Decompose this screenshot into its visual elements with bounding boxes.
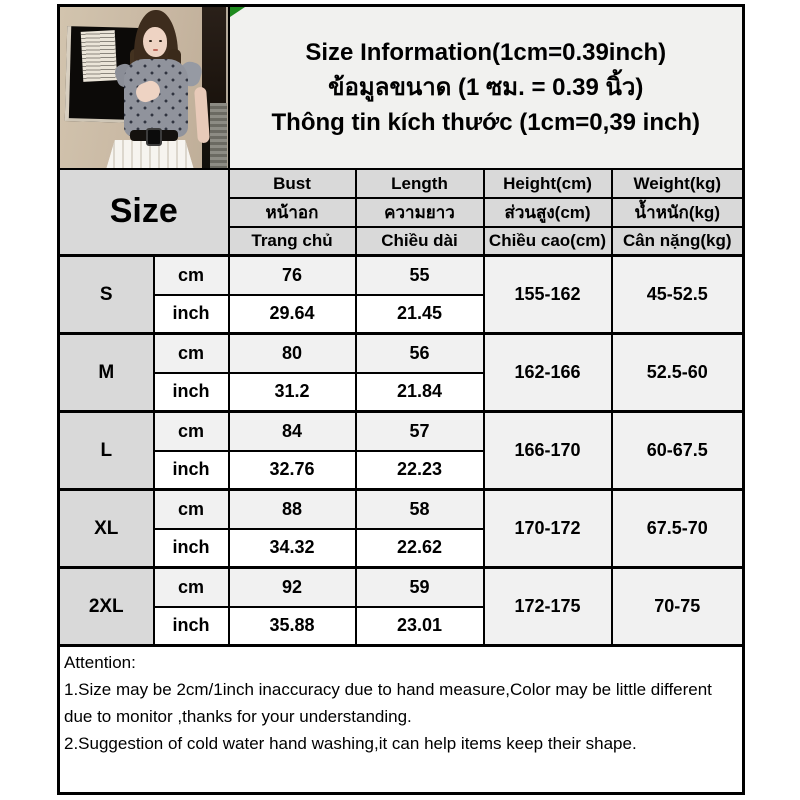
product-photo [59, 6, 229, 169]
2xl-bust-inch: 35.88 [229, 607, 356, 646]
2xl-length-inch: 23.01 [356, 607, 484, 646]
photo-blinds [210, 103, 227, 169]
s-bust-cm: 76 [229, 256, 356, 295]
size-label-m: M [59, 334, 154, 412]
s-length-inch: 21.45 [356, 295, 484, 334]
photo-note-paper [81, 30, 118, 82]
xl-length-inch: 22.62 [356, 529, 484, 568]
header-bust-en: Bust [229, 169, 356, 198]
attention-line-2: 2.Suggestion of cold water hand washing,it can help items keep their shape. [64, 734, 637, 753]
photo-model-eye-right [159, 40, 162, 42]
s-length-cm: 55 [356, 256, 484, 295]
xl-height-range: 170-172 [484, 490, 612, 568]
2xl-bust-cm: 92 [229, 568, 356, 607]
xl-bust-cm: 88 [229, 490, 356, 529]
m-height-range: 162-166 [484, 334, 612, 412]
unit-cm: cm [154, 334, 229, 373]
unit-inch: inch [154, 373, 229, 412]
size-label-l: L [59, 412, 154, 490]
header-length-vi: Chiều dài [356, 227, 484, 256]
l-length-cm: 57 [356, 412, 484, 451]
header-weight-vi: Cân nặng(kg) [612, 227, 744, 256]
header-bust-th: หน้าอก [229, 198, 356, 227]
unit-cm: cm [154, 568, 229, 607]
header-height-vi: Chiều cao(cm) [484, 227, 612, 256]
unit-cm: cm [154, 256, 229, 295]
2xl-weight-range: 70-75 [612, 568, 744, 646]
unit-inch: inch [154, 451, 229, 490]
xl-length-cm: 58 [356, 490, 484, 529]
2xl-height-range: 172-175 [484, 568, 612, 646]
comment-marker-icon [230, 7, 245, 17]
s-bust-inch: 29.64 [229, 295, 356, 334]
photo-belt-buckle [146, 128, 162, 146]
size-table [57, 4, 745, 795]
attention-title: Attention: [64, 653, 136, 672]
l-height-range: 166-170 [484, 412, 612, 490]
l-bust-inch: 32.76 [229, 451, 356, 490]
photo-model-face [143, 27, 167, 57]
l-bust-cm: 84 [229, 412, 356, 451]
title-thai: ข้อมูลขนาด (1 ซม. = 0.39 นิ้ว) [328, 73, 644, 101]
header-weight-en: Weight(kg) [612, 169, 744, 198]
xl-bust-inch: 34.32 [229, 529, 356, 568]
m-weight-range: 52.5-60 [612, 334, 744, 412]
unit-cm: cm [154, 412, 229, 451]
unit-inch: inch [154, 295, 229, 334]
m-length-cm: 56 [356, 334, 484, 373]
header-height-en: Height(cm) [484, 169, 612, 198]
header-height-th: ส่วนสูง(cm) [484, 198, 612, 227]
size-label-s: S [59, 256, 154, 334]
l-weight-range: 60-67.5 [612, 412, 744, 490]
s-height-range: 155-162 [484, 256, 612, 334]
m-length-inch: 21.84 [356, 373, 484, 412]
photo-model-eye-left [149, 40, 152, 42]
xl-weight-range: 67.5-70 [612, 490, 744, 568]
unit-cm: cm [154, 490, 229, 529]
unit-inch: inch [154, 607, 229, 646]
attention-line-1: 1.Size may be 2cm/1inch inaccuracy due to hand measure,Color may be little different due to monitor ,thanks for your understanding. [64, 680, 712, 726]
size-label-2xl: 2XL [59, 568, 154, 646]
header-bust-vi: Trang chủ [229, 227, 356, 256]
photo-model-mouth [153, 49, 158, 51]
header-length-en: Length [356, 169, 484, 198]
m-bust-inch: 31.2 [229, 373, 356, 412]
m-bust-cm: 80 [229, 334, 356, 373]
2xl-length-cm: 59 [356, 568, 484, 607]
l-length-inch: 22.23 [356, 451, 484, 490]
size-label-xl: XL [59, 490, 154, 568]
title-vietnamese: Thông tin kích thước (1cm=0,39 inch) [271, 108, 701, 136]
title-cell [229, 6, 744, 169]
s-weight-range: 45-52.5 [612, 256, 744, 334]
title-english: Size Information(1cm=0.39inch) [305, 38, 667, 66]
size-column-header: Size [59, 169, 229, 256]
unit-inch: inch [154, 529, 229, 568]
header-weight-th: น้ำหนัก(kg) [612, 198, 744, 227]
header-length-th: ความยาว [356, 198, 484, 227]
attention-note [59, 646, 744, 794]
